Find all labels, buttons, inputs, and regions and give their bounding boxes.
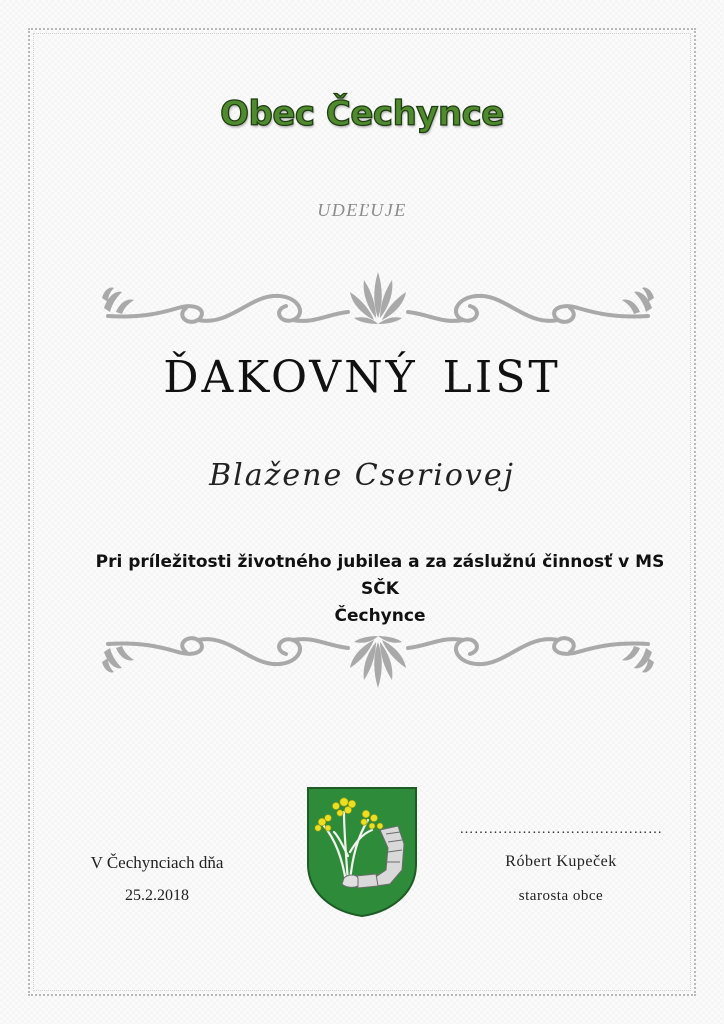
flourish-divider-top-icon (98, 268, 658, 338)
award-reason (80, 549, 680, 630)
flourish-divider-bottom-icon (98, 622, 658, 692)
award-reason-line1: Pri príležitosti životného jubilea a za záslužnú činnosť v MS SČK (95, 552, 665, 599)
coat-of-arms-icon (306, 786, 418, 918)
municipality-title: Obec Čechynce (220, 94, 504, 134)
award-reason-line2: Čechynce (334, 606, 426, 626)
signer-name: Róbert Kupeček (505, 853, 617, 870)
certificate-heading: ĎAKOVNÝ LIST (163, 352, 561, 403)
signature-line: …………………………………… (459, 822, 663, 837)
signer-title: starosta obce (518, 888, 604, 904)
awards-label: UDEĽUJE (317, 200, 407, 220)
place-label: V Čechynciach dňa (90, 853, 224, 872)
recipient-name: Blažene Cseriovej (209, 458, 515, 493)
issue-date: 25.2.2018 (125, 887, 189, 904)
